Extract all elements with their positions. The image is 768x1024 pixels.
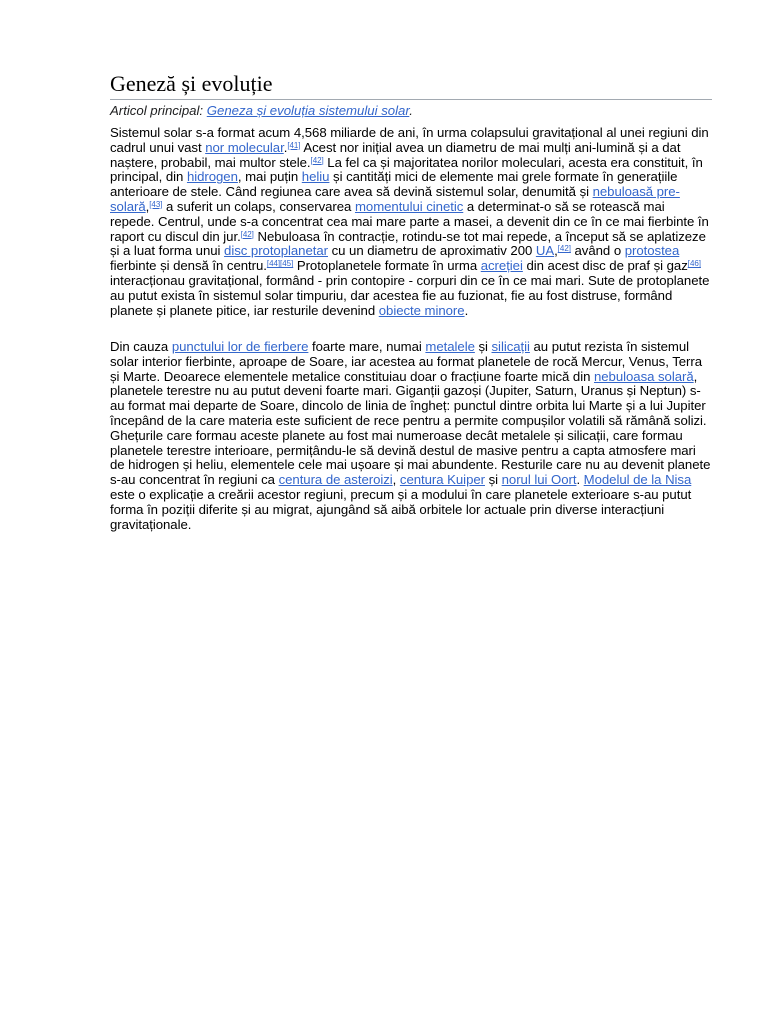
text-run: , xyxy=(554,243,558,259)
link-protostea[interactable]: protostea xyxy=(624,243,680,259)
reference-link[interactable]: [45] xyxy=(280,259,294,269)
reference-link[interactable]: [41] xyxy=(287,140,301,150)
text-run: . xyxy=(283,139,288,155)
link-acretiei[interactable]: acreției xyxy=(480,258,523,274)
text-run: și cantități mici de elemente mai grele formate în generațiile anterioare de stele. Când regiunea care avea să devină sistemul solar, denumită și xyxy=(110,169,678,200)
text-run: , mai puțin xyxy=(237,169,302,185)
link-hidrogen[interactable]: hidrogen xyxy=(186,169,238,185)
text-run: foarte mare, numai xyxy=(308,339,426,354)
text-run: Acest nor inițial avea un diametru de mai mulți ani-lumină și a dat naștere, probabil, mai multor stele. xyxy=(110,139,681,170)
paragraph-formation xyxy=(110,126,712,318)
reference-41[interactable] xyxy=(287,141,300,150)
text-run: și xyxy=(484,472,502,488)
section-heading: Geneză și evoluție xyxy=(110,70,712,100)
reference-42[interactable] xyxy=(241,230,254,239)
reference-link[interactable]: [44] xyxy=(266,259,281,269)
text-run: au putut rezista în sistemul solar interior fierbinte, aproape de Soare, iar acestea au format planetele de rocă Mercur, Venus, Terra și Marte. Deoarece elementele metalice constituiau doar o fracțiune foarte mică din xyxy=(110,339,702,384)
text-run: este o explicație a creării acestor regiuni, precum și a modului în care planetele exterioare s-au putut forma în poziții diferite și au migrat, ajungând să aibă orbitele lor actuale prin diverse interacțiuni gravitaționale. xyxy=(110,486,692,532)
text-run: , planetele terestre nu au putut deveni foarte mari. Giganții gazoși (Jupiter, Saturn, Uranus și Neptun) s-au format mai departe de Soare, dincolo de linia de îngheț: punctul dintre orbita lui Marte și a lui Jupiter începând de la care materia este suficient de rece pentru a permite compușilor volatili să rămână solizi. Ghețurile care formau aceste planete au fost mai numeroase decât metalele și silicații, care formau planetele terestre interioare, permițându-le să devină destul de masive pentru a capta atmosfere mari de hidrogen și heliu, elementele cele mai ușoare și mai abundente. Resturile care nu au devenit planete s-au concentrat în regiuni ca xyxy=(110,368,711,488)
text-run: Protoplanetele formate în urma xyxy=(293,258,481,274)
text-run: având o xyxy=(570,243,625,259)
reference-45[interactable] xyxy=(280,259,293,268)
link-nebuloasa-solara[interactable]: nebuloasa solară xyxy=(593,368,694,384)
link-nebuloasa-pre-solara[interactable]: nebuloasă pre-solară xyxy=(110,184,680,214)
reference-42[interactable] xyxy=(558,244,571,253)
link-centura-de-asteroizi[interactable]: centura de asteroizi xyxy=(278,472,393,488)
text-run: Sistemul solar s-a format acum 4,568 miliarde de ani, în urma colapsului gravitațional al unei regiuni din cadrul unui vast xyxy=(110,125,709,155)
main-article-link[interactable]: Geneza și evoluția sistemului solar xyxy=(206,103,410,118)
reference-42[interactable] xyxy=(311,156,324,165)
text-run: . xyxy=(464,302,469,318)
text-run: fierbinte și densă în centru. xyxy=(110,258,267,274)
reference-46[interactable] xyxy=(688,259,701,268)
link-centura-kuiper[interactable]: centura Kuiper xyxy=(399,472,485,488)
link-modelul-de-la-nisa[interactable]: Modelul de la Nisa xyxy=(583,472,692,488)
text-run: și xyxy=(474,339,492,354)
link-ua[interactable]: UA xyxy=(535,243,555,259)
link-norul-lui-oort[interactable]: norul lui Oort xyxy=(501,472,577,488)
hatnote-suffix: . xyxy=(409,103,413,118)
reference-link[interactable]: [43] xyxy=(149,199,163,209)
reference-link[interactable]: [42] xyxy=(240,229,254,239)
text-run: a determinat-o să se rotească mai repede. Centrul, unde s-a concentrat cea mai mare parte a masei, a devenit din ce în ce mai fierbinte în raport cu discul din jur. xyxy=(110,198,709,244)
link-metalele[interactable]: metalele xyxy=(425,339,475,354)
reference-44[interactable] xyxy=(267,259,280,268)
reference-link[interactable]: [42] xyxy=(310,155,324,165)
reference-link[interactable]: [46] xyxy=(687,259,701,269)
link-obiecte-minore[interactable]: obiecte minore xyxy=(378,302,465,318)
reference-43[interactable] xyxy=(149,200,162,209)
text-run: Din cauza xyxy=(110,339,172,354)
link-heliu[interactable]: heliu xyxy=(301,169,330,185)
reference-link[interactable]: [42] xyxy=(557,244,571,254)
text-run: din acest disc de praf și gaz xyxy=(522,258,688,274)
main-article-hatnote xyxy=(110,103,712,119)
text-run: , xyxy=(392,472,400,488)
text-run: a suferit un colaps, conservarea xyxy=(162,198,355,214)
text-run: cu un diametru de aproximativ 200 xyxy=(327,243,536,259)
link-disc-protoplanetar[interactable]: disc protoplanetar xyxy=(224,243,328,259)
link-momentului-cinetic[interactable]: momentului cinetic xyxy=(354,198,464,214)
text-run: . xyxy=(576,472,584,488)
link-punctului-de-fierbere[interactable]: punctului lor de fierbere xyxy=(171,339,309,354)
text-run: , xyxy=(145,198,150,214)
text-run: Nebuloasa în contracție, rotindu-se tot mai repede, a început să se aplatizeze și a luat forma unui xyxy=(110,228,706,259)
hatnote-prefix: Articol principal: xyxy=(110,103,207,118)
paragraph-evolution xyxy=(110,340,712,532)
text-run: interacționau gravitațional, formând - prin contopire - corpuri din ce în ce mai mari. Sute de protoplanete au putut exista în sistemul solar timpuriu, dar acestea fie au fuzionat, fie au fost distruse, formând planete și planete pitice, iar resturile devenind xyxy=(110,272,710,318)
link-nor-molecular[interactable]: nor molecular xyxy=(205,139,284,155)
text-run: La fel ca și majoritatea norilor moleculari, acesta era constituit, în principal, din xyxy=(110,154,703,185)
link-silicatii[interactable]: silicații xyxy=(491,339,530,354)
